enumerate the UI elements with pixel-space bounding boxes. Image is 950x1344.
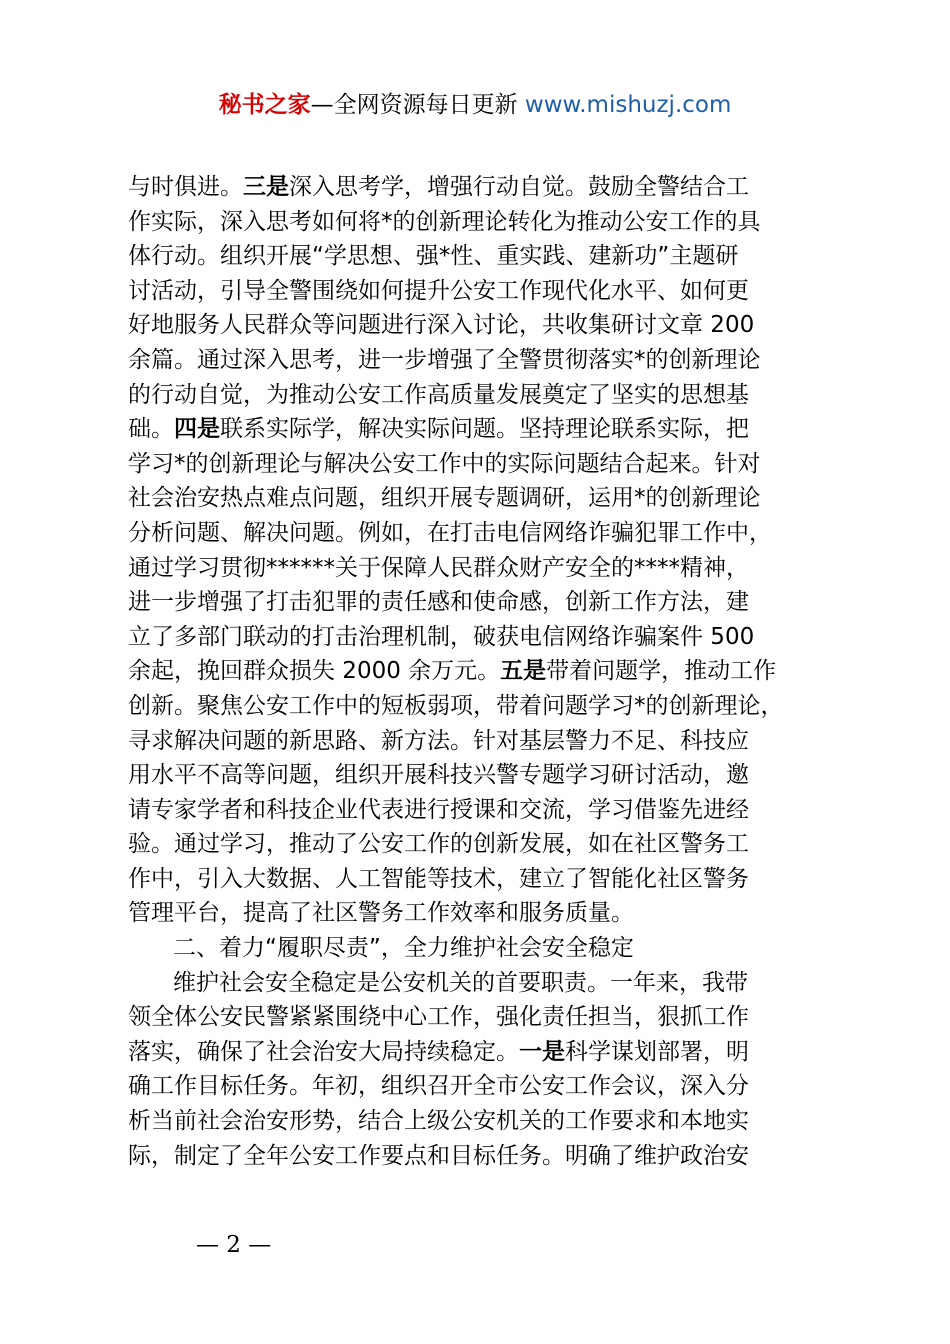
emphasis: 五是 bbox=[500, 658, 547, 685]
text-line: 落实，确保了社会治安大局持续稳定。一是科学谋划部署，明 bbox=[128, 1038, 749, 1065]
text-line: 确工作目标任务。年初，组织召开全市公安工作会议，深入分 bbox=[128, 1073, 749, 1100]
text-line: 通过学习贯彻******关于保障人民群众财产安全的****精神， bbox=[128, 554, 749, 581]
text-line: 余起，挽回群众损失 2000 余万元。五是带着问题学，推动工作 bbox=[128, 658, 777, 685]
text-line: 析当前社会治安形势，结合上级公安机关的工作要求和本地实 bbox=[128, 1108, 749, 1135]
text-line: 余篇。通过深入思考，进一步增强了全警贯彻落实*的创新理论 bbox=[128, 346, 761, 373]
brand-name: 秘书之家 bbox=[218, 92, 311, 118]
text-line: 学习*的创新理论与解决公安工作中的实际问题结合起来。针对 bbox=[128, 450, 761, 477]
text-line: 的行动自觉，为推动公安工作高质量发展奠定了坚实的思想基 bbox=[128, 381, 749, 408]
text-line: 体行动。组织开展“学思想、强*性、重实践、建新功”主题研 bbox=[128, 243, 739, 270]
text-line: 分析问题、解决问题。例如，在打击电信网络诈骗犯罪工作中， bbox=[128, 519, 772, 546]
document-body bbox=[128, 170, 838, 1173]
site-header bbox=[0, 88, 950, 122]
text-line: 立了多部门联动的打击治理机制，破获电信网络诈骗案件 500 bbox=[128, 623, 755, 650]
text-line: 础。四是联系实际学，解决实际问题。坚持理论联系实际，把 bbox=[128, 416, 749, 443]
text-line: 领全体公安民警紧紧围绕中心工作，强化责任担当，狠抓工作 bbox=[128, 1004, 749, 1031]
text-line: 进一步增强了打击犯罪的责任感和使命感，创新工作方法，建 bbox=[128, 589, 749, 616]
section-heading: 二、着力“履职尽责”，全力维护社会安全稳定 bbox=[173, 935, 634, 962]
text-line: 请专家学者和科技企业代表进行授课和交流，学习借鉴先进经 bbox=[128, 796, 749, 823]
text-line: 好地服务人民群众等问题进行深入讨论，共收集研讨文章 200 bbox=[128, 312, 755, 339]
text-line: 验。通过学习，推动了公安工作的创新发展，如在社区警务工 bbox=[128, 831, 749, 858]
paragraph-2 bbox=[128, 966, 838, 1174]
tagline: —全网资源每日更新 bbox=[310, 92, 518, 118]
site-url[interactable]: www.mishuzj.com bbox=[524, 92, 732, 118]
text-line: 与时俱进。三是深入思考学，增强行动自觉。鼓励全警结合工 bbox=[128, 174, 749, 200]
emphasis: 四是 bbox=[174, 416, 220, 443]
paragraph-1 bbox=[128, 170, 838, 931]
text-line: 寻求解决问题的新思路、新方法。针对基层警力不足、科技应 bbox=[128, 727, 749, 754]
text-line: 讨活动，引导全警围绕如何提升公安工作现代化水平、如何更 bbox=[128, 277, 749, 304]
text-line: 用水平不高等问题，组织开展科技兴警专题学习研讨活动，邀 bbox=[128, 762, 749, 789]
text-line: 际，制定了全年公安工作要点和目标任务。明确了维护政治安 bbox=[128, 1142, 749, 1169]
text-line: 作中，引入大数据、人工智能等技术，建立了智能化社区警务 bbox=[128, 865, 749, 892]
text-line: 管理平台，提高了社区警务工作效率和服务质量。 bbox=[128, 900, 634, 927]
emphasis: 一是 bbox=[519, 1038, 565, 1065]
emphasis: 三是 bbox=[243, 174, 289, 200]
page-number: — 2 — bbox=[196, 1232, 272, 1258]
text-line: 维护社会安全稳定是公安机关的首要职责。一年来，我带 bbox=[173, 969, 748, 996]
text-line: 创新。聚焦公安工作中的短板弱项，带着问题学习*的创新理论， bbox=[128, 692, 784, 719]
text-line: 社会治安热点难点问题，组织开展专题调研，运用*的创新理论 bbox=[128, 485, 761, 512]
text-line: 作实际，深入思考如何将*的创新理论转化为推动公安工作的具 bbox=[128, 208, 761, 235]
